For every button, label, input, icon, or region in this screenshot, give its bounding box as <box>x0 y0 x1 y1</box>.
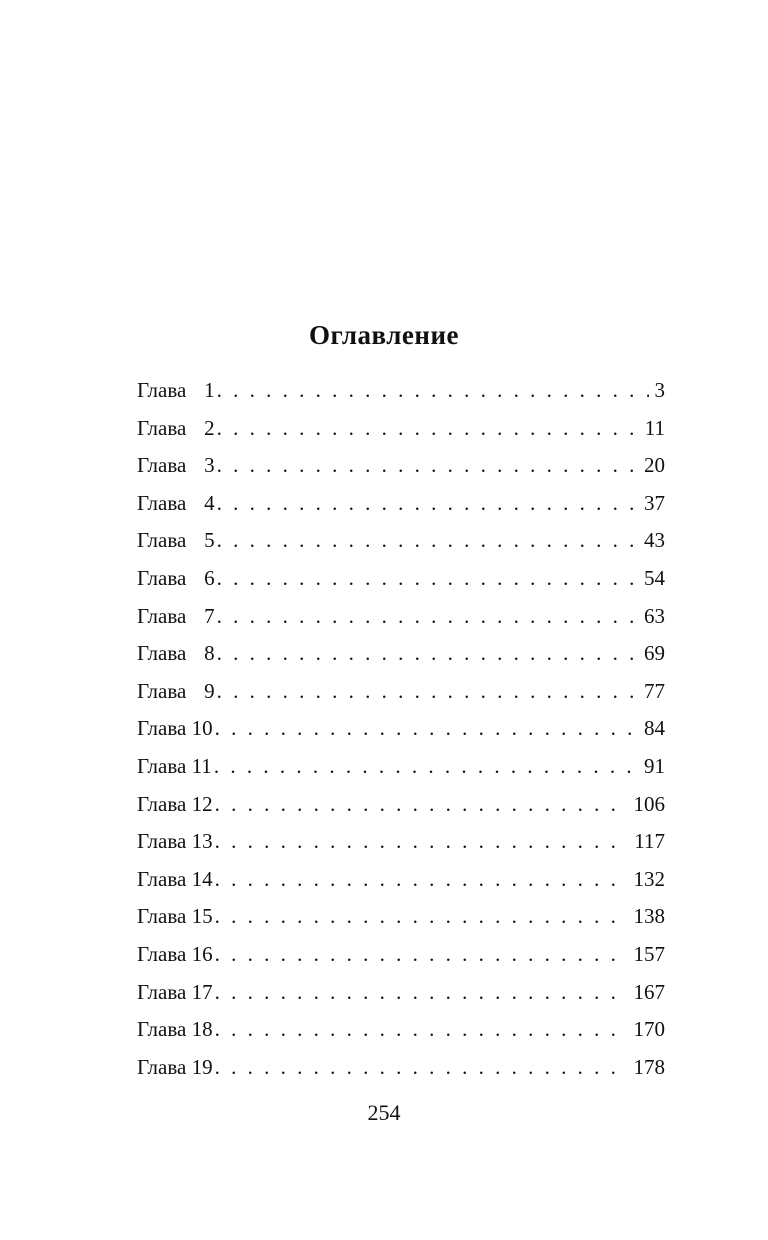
toc-page-number: 132 <box>628 861 666 899</box>
dot-leader <box>213 786 628 824</box>
toc-page-number: 84 <box>638 710 665 748</box>
dot-leader <box>215 410 639 448</box>
chapter-number: 12 <box>191 791 213 816</box>
chapter-number: 15 <box>191 904 213 929</box>
toc-page-number: 11 <box>639 410 665 448</box>
page-number: 254 <box>367 1100 401 1125</box>
toc-entry-label <box>137 522 215 560</box>
toc-entry-label <box>137 372 215 410</box>
toc-entry-label <box>137 485 215 523</box>
chapter-number: 5 <box>204 528 215 553</box>
chapter-word: Глава <box>137 829 187 854</box>
chapter-word: Глава <box>137 979 187 1004</box>
chapter-number: 7 <box>204 603 215 628</box>
toc-entry[interactable] <box>137 635 665 673</box>
dot-leader <box>215 522 638 560</box>
chapter-word: Глава <box>137 415 187 440</box>
dot-leader <box>215 560 638 598</box>
chapter-word: Глава <box>137 904 187 929</box>
dot-leader <box>215 372 649 410</box>
chapter-word: Глава <box>137 1017 187 1042</box>
chapter-number: 6 <box>204 565 215 590</box>
toc-entry[interactable] <box>137 823 665 861</box>
toc-entry[interactable] <box>137 974 665 1012</box>
toc-page-number: 157 <box>628 936 666 974</box>
toc-page-number: 20 <box>638 447 665 485</box>
toc-entry-label <box>137 898 213 936</box>
toc-entry-label <box>137 861 213 899</box>
dot-leader <box>213 974 628 1012</box>
toc-entry-label <box>137 823 213 861</box>
chapter-word: Глава <box>137 866 187 891</box>
dot-leader <box>215 635 638 673</box>
chapter-number: 2 <box>204 415 215 440</box>
chapter-word: Глава <box>137 1054 187 1079</box>
toc-entry-label <box>137 410 215 448</box>
toc-entry[interactable] <box>137 560 665 598</box>
dot-leader <box>213 1049 628 1087</box>
dot-leader <box>215 447 638 485</box>
toc-page-number: 54 <box>638 560 665 598</box>
toc-entry[interactable] <box>137 786 665 824</box>
toc-entry-label <box>137 1011 213 1049</box>
toc-entry[interactable] <box>137 410 665 448</box>
toc-entry[interactable] <box>137 861 665 899</box>
chapter-word: Глава <box>137 490 187 515</box>
chapter-word: Глава <box>137 941 187 966</box>
toc-entry[interactable] <box>137 522 665 560</box>
toc-entry-label <box>137 598 215 636</box>
chapter-number: 17 <box>191 979 213 1004</box>
toc-page-number: 117 <box>628 823 665 861</box>
dot-leader <box>213 1011 628 1049</box>
chapter-word: Глава <box>137 528 187 553</box>
chapter-word: Глава <box>137 791 187 816</box>
toc-entry-label <box>137 1049 213 1087</box>
chapter-word: Глава <box>137 565 187 590</box>
toc-entry[interactable] <box>137 673 665 711</box>
chapter-word: Глава <box>137 453 187 478</box>
toc-entry[interactable] <box>137 1049 665 1087</box>
chapter-number: 13 <box>191 829 213 854</box>
toc-page-number: 91 <box>638 748 665 786</box>
toc-entry-label <box>137 710 213 748</box>
dot-leader <box>213 861 628 899</box>
dot-leader <box>213 823 629 861</box>
dot-leader <box>215 598 638 636</box>
chapter-number: 14 <box>191 866 213 891</box>
chapter-number: 19 <box>191 1054 213 1079</box>
toc-entry-label <box>137 786 213 824</box>
toc-entry[interactable] <box>137 1011 665 1049</box>
chapter-word: Глава <box>137 678 187 703</box>
toc-entry-label <box>137 560 215 598</box>
toc-entry[interactable] <box>137 748 665 786</box>
toc-page-number: 138 <box>628 898 666 936</box>
chapter-number: 8 <box>204 641 215 666</box>
toc-entry[interactable] <box>137 485 665 523</box>
chapter-number: 18 <box>191 1017 213 1042</box>
toc-entry[interactable] <box>137 936 665 974</box>
toc-entry-label <box>137 974 213 1012</box>
toc-page-number: 178 <box>628 1049 666 1087</box>
chapter-word: Глава <box>137 603 187 628</box>
toc-entry[interactable] <box>137 898 665 936</box>
toc-page-number: 3 <box>649 372 666 410</box>
chapter-word: Глава <box>137 716 187 741</box>
toc-entry-label <box>137 635 215 673</box>
toc-page-number: 77 <box>638 673 665 711</box>
chapter-number: 4 <box>204 490 215 515</box>
toc-page-number: 43 <box>638 522 665 560</box>
table-of-contents <box>137 372 665 1086</box>
chapter-number: 3 <box>204 453 215 478</box>
dot-leader <box>212 748 638 786</box>
toc-page-number: 63 <box>638 598 665 636</box>
chapter-word: Глава <box>137 641 187 666</box>
chapter-word: Глава <box>137 378 187 402</box>
chapter-number: 1 <box>204 378 215 402</box>
toc-page-number: 106 <box>628 786 666 824</box>
toc-page-number: 69 <box>638 635 665 673</box>
toc-entry-label <box>137 748 212 786</box>
toc-page-number: 37 <box>638 485 665 523</box>
chapter-number: 11 <box>191 753 212 778</box>
toc-page-number: 170 <box>628 1011 666 1049</box>
chapter-word: Глава <box>137 753 187 778</box>
chapter-number: 16 <box>191 941 213 966</box>
toc-entry-label <box>137 936 213 974</box>
chapter-number: 9 <box>204 678 215 703</box>
dot-leader <box>215 673 638 711</box>
toc-entry-label <box>137 447 215 485</box>
dot-leader <box>215 485 638 523</box>
chapter-number: 10 <box>191 716 213 741</box>
toc-page-number: 167 <box>628 974 666 1012</box>
page-title: Оглавление <box>309 320 459 350</box>
toc-entry[interactable] <box>137 598 665 636</box>
dot-leader <box>213 898 628 936</box>
toc-entry[interactable] <box>137 447 665 485</box>
dot-leader <box>213 936 628 974</box>
toc-entry[interactable] <box>137 372 665 410</box>
dot-leader <box>213 710 638 748</box>
toc-entry-label <box>137 673 215 711</box>
toc-entry[interactable] <box>137 710 665 748</box>
